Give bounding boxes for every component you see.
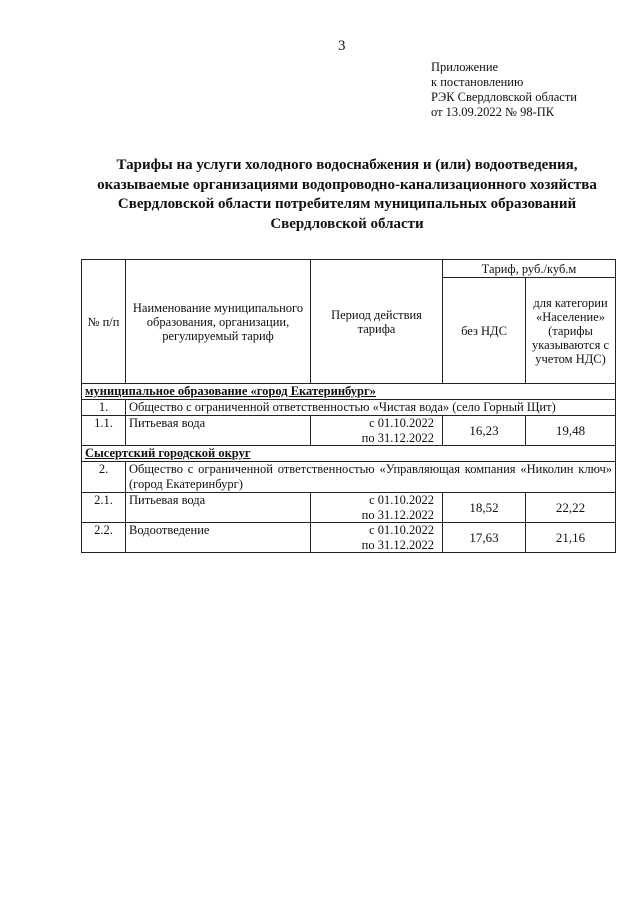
row-no-vat: 18,52 bbox=[443, 493, 526, 523]
period-from: с 01.10.2022 bbox=[369, 416, 434, 430]
table-row bbox=[82, 523, 616, 553]
section-row bbox=[82, 384, 616, 400]
period-to: по 31.12.2022 bbox=[361, 537, 434, 552]
header-tariff: Тариф, руб./куб.м bbox=[443, 260, 616, 278]
header-num: № п/п bbox=[82, 260, 126, 384]
header-name: Наименование муниципального образования, организации, регулируемый тариф bbox=[126, 260, 311, 384]
row-period bbox=[311, 416, 443, 446]
row-num: 2.1. bbox=[82, 493, 126, 523]
org-row bbox=[82, 462, 616, 493]
table-header-row bbox=[82, 260, 616, 278]
document-title bbox=[80, 156, 614, 234]
period-to: по 31.12.2022 bbox=[361, 430, 434, 445]
row-population: 21,16 bbox=[526, 523, 616, 553]
row-population: 19,48 bbox=[526, 416, 616, 446]
row-no-vat: 16,23 bbox=[443, 416, 526, 446]
org-row bbox=[82, 400, 616, 416]
header-period: Период действия тарифа bbox=[311, 260, 443, 384]
appendix-line: Приложение bbox=[431, 60, 499, 74]
header-no-vat: без НДС bbox=[443, 278, 526, 384]
row-name: Питьевая вода bbox=[126, 416, 311, 446]
row-name: Водоотведение bbox=[126, 523, 311, 553]
header-population: для категории «Население» (тарифы указываются с учетом НДС) bbox=[526, 278, 616, 384]
org-num: 1. bbox=[82, 400, 126, 416]
title-line: Свердловской области bbox=[270, 215, 424, 232]
page-number: 3 bbox=[338, 38, 346, 54]
appendix-line: от 13.09.2022 № 98-ПК bbox=[431, 105, 555, 119]
appendix-line: к постановлению bbox=[431, 75, 524, 89]
appendix-line: РЭК Свердловской области bbox=[431, 90, 577, 104]
org-name: Общество с ограниченной ответственностью «Управляющая компания «Николин ключ» (город Екатеринбург) bbox=[126, 462, 616, 493]
row-num: 2.2. bbox=[82, 523, 126, 553]
title-line: Тарифы на услуги холодного водоснабжения и (или) водоотведения, bbox=[116, 157, 578, 173]
period-from: с 01.10.2022 bbox=[369, 493, 434, 507]
row-no-vat: 17,63 bbox=[443, 523, 526, 553]
period-from: с 01.10.2022 bbox=[369, 523, 434, 537]
title-line: Свердловской области потребителям муниципальных образований bbox=[117, 196, 577, 212]
row-population: 22,22 bbox=[526, 493, 616, 523]
section-title: Сысертский городской округ bbox=[82, 446, 616, 462]
period-to: по 31.12.2022 bbox=[361, 507, 434, 522]
section-row bbox=[82, 446, 616, 462]
table-row bbox=[82, 416, 616, 446]
appendix-block bbox=[431, 60, 577, 120]
row-period bbox=[311, 523, 443, 553]
org-name: Общество с ограниченной ответственностью «Чистая вода» (село Горный Щит) bbox=[126, 400, 616, 416]
row-period bbox=[311, 493, 443, 523]
section-title: муниципальное образование «город Екатеринбург» bbox=[82, 384, 616, 400]
title-line: оказываемые организациями водопроводно-канализационного хозяйства bbox=[97, 176, 597, 193]
tariff-table bbox=[81, 259, 616, 553]
org-num: 2. bbox=[82, 462, 126, 493]
row-name: Питьевая вода bbox=[126, 493, 311, 523]
table-row bbox=[82, 493, 616, 523]
row-num: 1.1. bbox=[82, 416, 126, 446]
